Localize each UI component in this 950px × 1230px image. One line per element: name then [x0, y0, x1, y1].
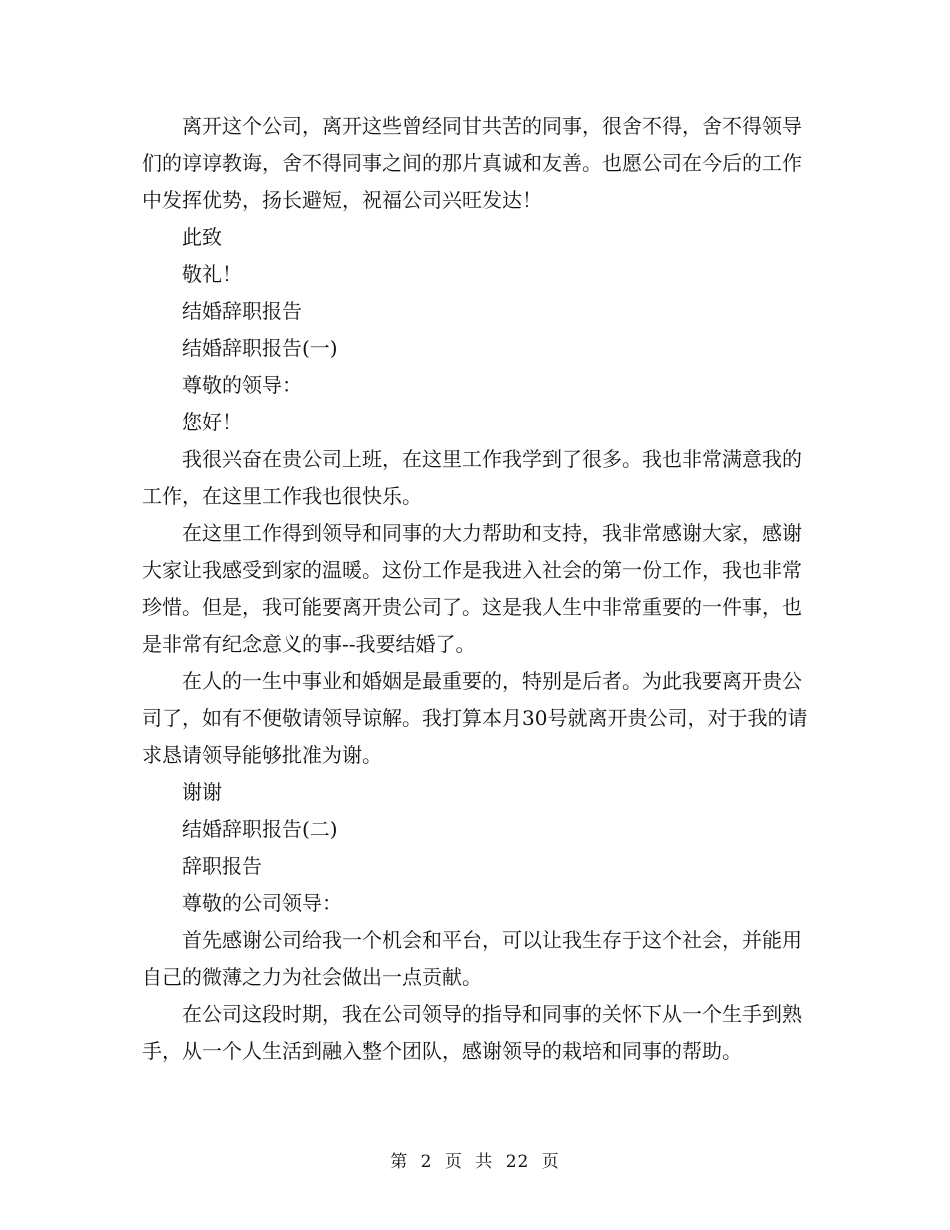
- paragraph-growth: 在公司这段时期，我在公司领导的指导和同事的关怀下从一个生手到熟手，从一个人生活到融入整个团队，感谢领导的栽培和同事的帮助。: [142, 1002, 802, 1063]
- paragraph-thanks-platform: 首先感谢公司给我一个机会和平台，可以让我生存于这个社会，并能用自己的微薄之力为社会做出一点贡献。: [142, 928, 802, 989]
- paragraph-jingli: 敬礼！: [182, 262, 242, 286]
- salutation-leader: 尊敬的领导：: [182, 373, 302, 397]
- document-body: [142, 108, 814, 1070]
- subtitle-resignation: 辞职报告: [182, 854, 262, 878]
- paragraph-farewell: 离开这个公司，离开这些曾经同甘共苦的同事，很舍不得，舍不得领导们的谆谆教诲，舍不得同事之间的那片真诚和友善。也愿公司在今后的工作中发挥优势，扬长避短，祝福公司兴旺发达！: [142, 114, 802, 212]
- paragraph-xiexie: 谢谢: [182, 780, 222, 804]
- section-title-two: 结婚辞职报告(二): [182, 817, 338, 841]
- paragraph-cizhi: 此致: [182, 225, 222, 249]
- section-title-one: 结婚辞职报告(一): [182, 336, 338, 360]
- paragraph-career-marriage: 在人的一生中事业和婚姻是最重要的，特别是后者。为此我要离开贵公司了，如有不便敬请领导谅解。我打算本月30号就离开贵公司，对于我的请求恳请领导能够批准为谢。: [142, 669, 808, 767]
- paragraph-thanks-marriage: 在这里工作得到领导和同事的大力帮助和支持，我非常感谢大家，感谢大家让我感受到家的温暖。这份工作是我进入社会的第一份工作，我也非常珍惜。但是，我可能要离开贵公司了。这是我人生中非常重要的一件事，也是非常有纪念意义的事--我要结婚了。: [142, 521, 802, 656]
- page-number-footer: 第 2 页 共 22 页: [390, 1152, 560, 1172]
- paragraph-happy-work: 我很兴奋在贵公司上班，在这里工作我学到了很多。我也非常满意我的工作，在这里工作我也很快乐。: [142, 447, 802, 508]
- section-title: 结婚辞职报告: [182, 299, 302, 323]
- greeting: 您好！: [182, 410, 242, 434]
- salutation-company-leader: 尊敬的公司领导：: [182, 891, 342, 915]
